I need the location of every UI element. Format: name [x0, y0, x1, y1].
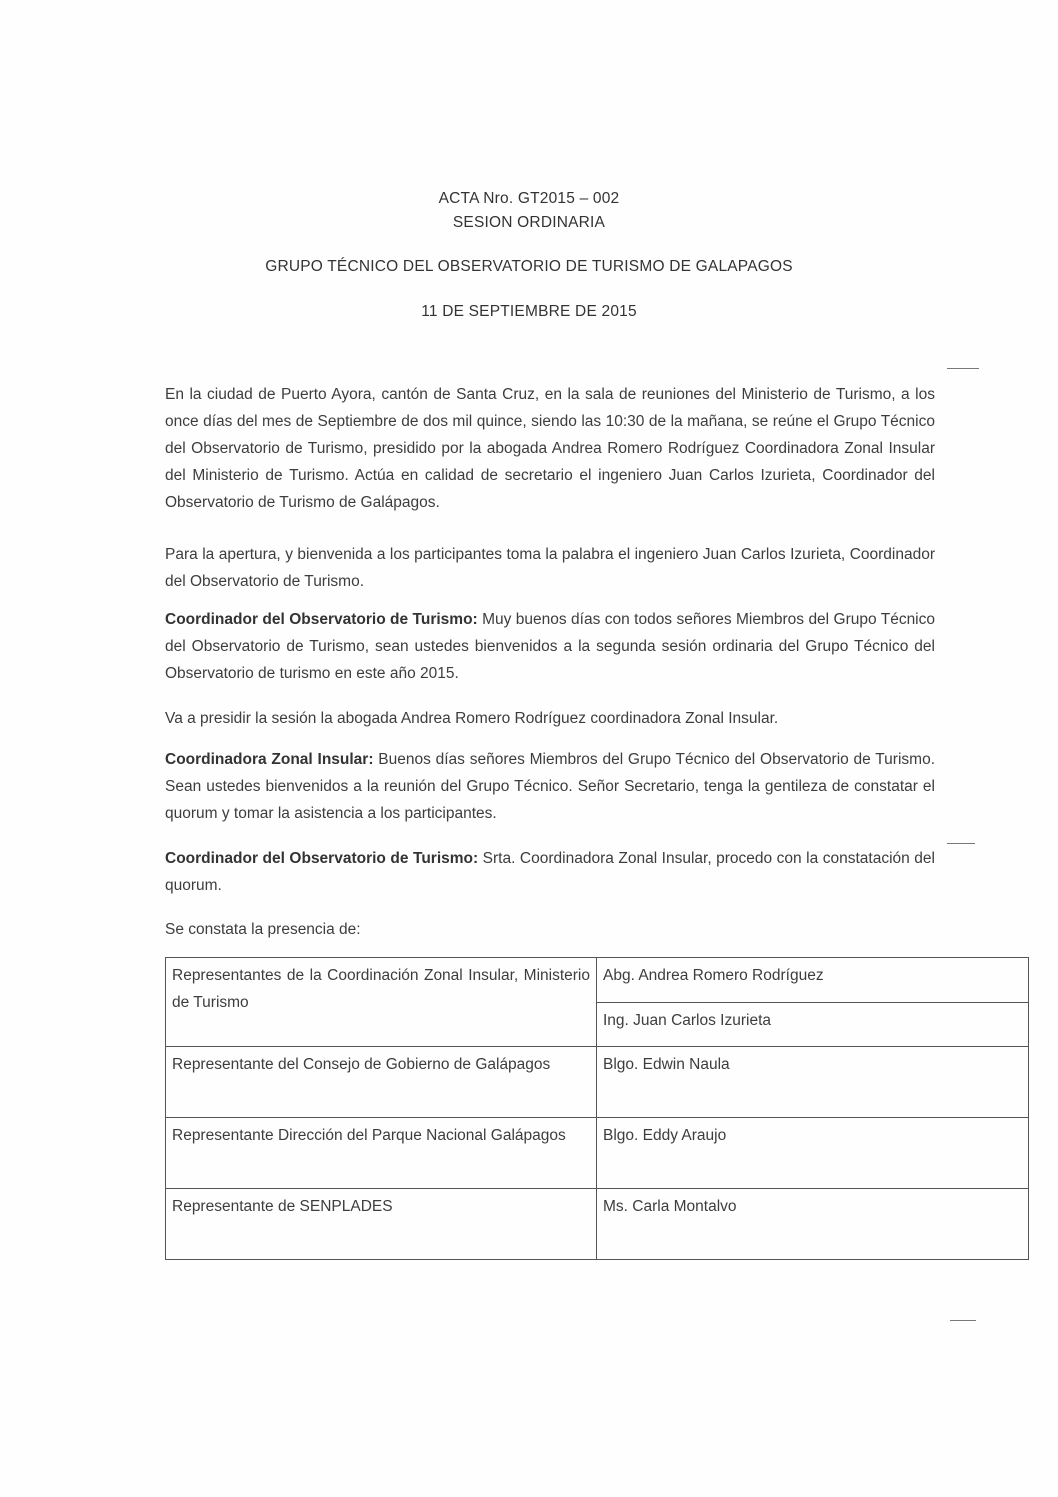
attendee-cell: Ing. Juan Carlos Izurieta — [597, 1003, 1029, 1047]
representative-cell: Representante del Consejo de Gobierno de Galápagos — [166, 1047, 597, 1118]
table-row — [166, 1189, 1029, 1260]
paragraph-opening: En la ciudad de Puerto Ayora, cantón de Santa Cruz, en la sala de reuniones del Ministerio de Turismo, a los once días del mes de Septiembre de dos mil quince, siendo las 10:30 de la mañana, se reúne el Grupo Técnico del Observatorio de Turismo, presidido por la abogada Andrea Romero Rodríguez Coordinadora Zonal Insular del Ministerio de Turismo. Actúa en calidad de secretario el ingeniero Juan Carlos Izurieta, Coordinador del Observatorio de Turismo de Galápagos. — [165, 386, 935, 511]
table-row — [166, 1118, 1029, 1189]
speaker-label: Coordinadora Zonal Insular: — [165, 751, 374, 768]
attendee-cell: Abg. Andrea Romero Rodríguez — [597, 958, 1029, 1003]
representative-cell: Representante Dirección del Parque Nacional Galápagos — [166, 1118, 597, 1189]
acta-number: ACTA Nro. GT2015 – 002 — [438, 190, 620, 207]
margin-mark — [947, 843, 975, 844]
attendee-cell: Blgo. Eddy Araujo — [597, 1118, 1029, 1189]
speech-text: Srta. Coordinadora Zonal Insular, procedo con la constatación del quorum. — [165, 850, 935, 894]
attendee-cell: Ms. Carla Montalvo — [597, 1189, 1029, 1260]
speaker-label: Coordinador del Observatorio de Turismo: — [165, 850, 479, 867]
margin-mark — [950, 1320, 976, 1321]
paragraph-coordinator-speech — [165, 606, 935, 687]
representative-cell: Representante de SENPLADES — [166, 1189, 597, 1260]
document-date: 11 DE SEPTIEMBRE DE 2015 — [421, 303, 637, 320]
paragraph-presiding: Va a presidir la sesión la abogada Andrea Romero Rodríguez coordinadora Zonal Insular. — [165, 710, 779, 727]
table-row — [166, 1047, 1029, 1118]
margin-mark — [947, 368, 979, 369]
representative-cell: Representantes de la Coordinación Zonal Insular, Ministerio de Turismo — [166, 958, 597, 1047]
speech-text: Buenos días señores Miembros del Grupo Técnico del Observatorio de Turismo. Sean ustedes bienvenidos a la reunión del Grupo Técnico. Señor Secretario, tenga la gentileza de constatar el quorum y tomar la asistencia a los participantes. — [165, 751, 935, 822]
paragraph-quorum — [165, 845, 935, 899]
session-type: SESION ORDINARIA — [452, 214, 606, 231]
paragraph-welcome: Para la apertura, y bienvenida a los participantes toma la palabra el ingeniero Juan Carlos Izurieta, Coordinador del Observatorio de Turismo. — [165, 546, 935, 590]
speaker-label: Coordinador del Observatorio de Turismo: — [165, 611, 478, 628]
paragraph-zonal-speech — [165, 746, 935, 827]
table-row — [166, 958, 1029, 1003]
speech-text: Muy buenos días con todos señores Miembros del Grupo Técnico del Observatorio de Turismo, sean ustedes bienvenidos a la segunda sesión ordinaria del Grupo Técnico del Observatorio de turismo en este año 2015. — [165, 611, 935, 682]
document-title: GRUPO TÉCNICO DEL OBSERVATORIO DE TURISMO DE GALAPAGOS — [265, 258, 793, 275]
attendance-table — [165, 957, 1029, 1260]
paragraph-attendance-intro: Se constata la presencia de: — [165, 921, 361, 938]
attendee-cell: Blgo. Edwin Naula — [597, 1047, 1029, 1118]
